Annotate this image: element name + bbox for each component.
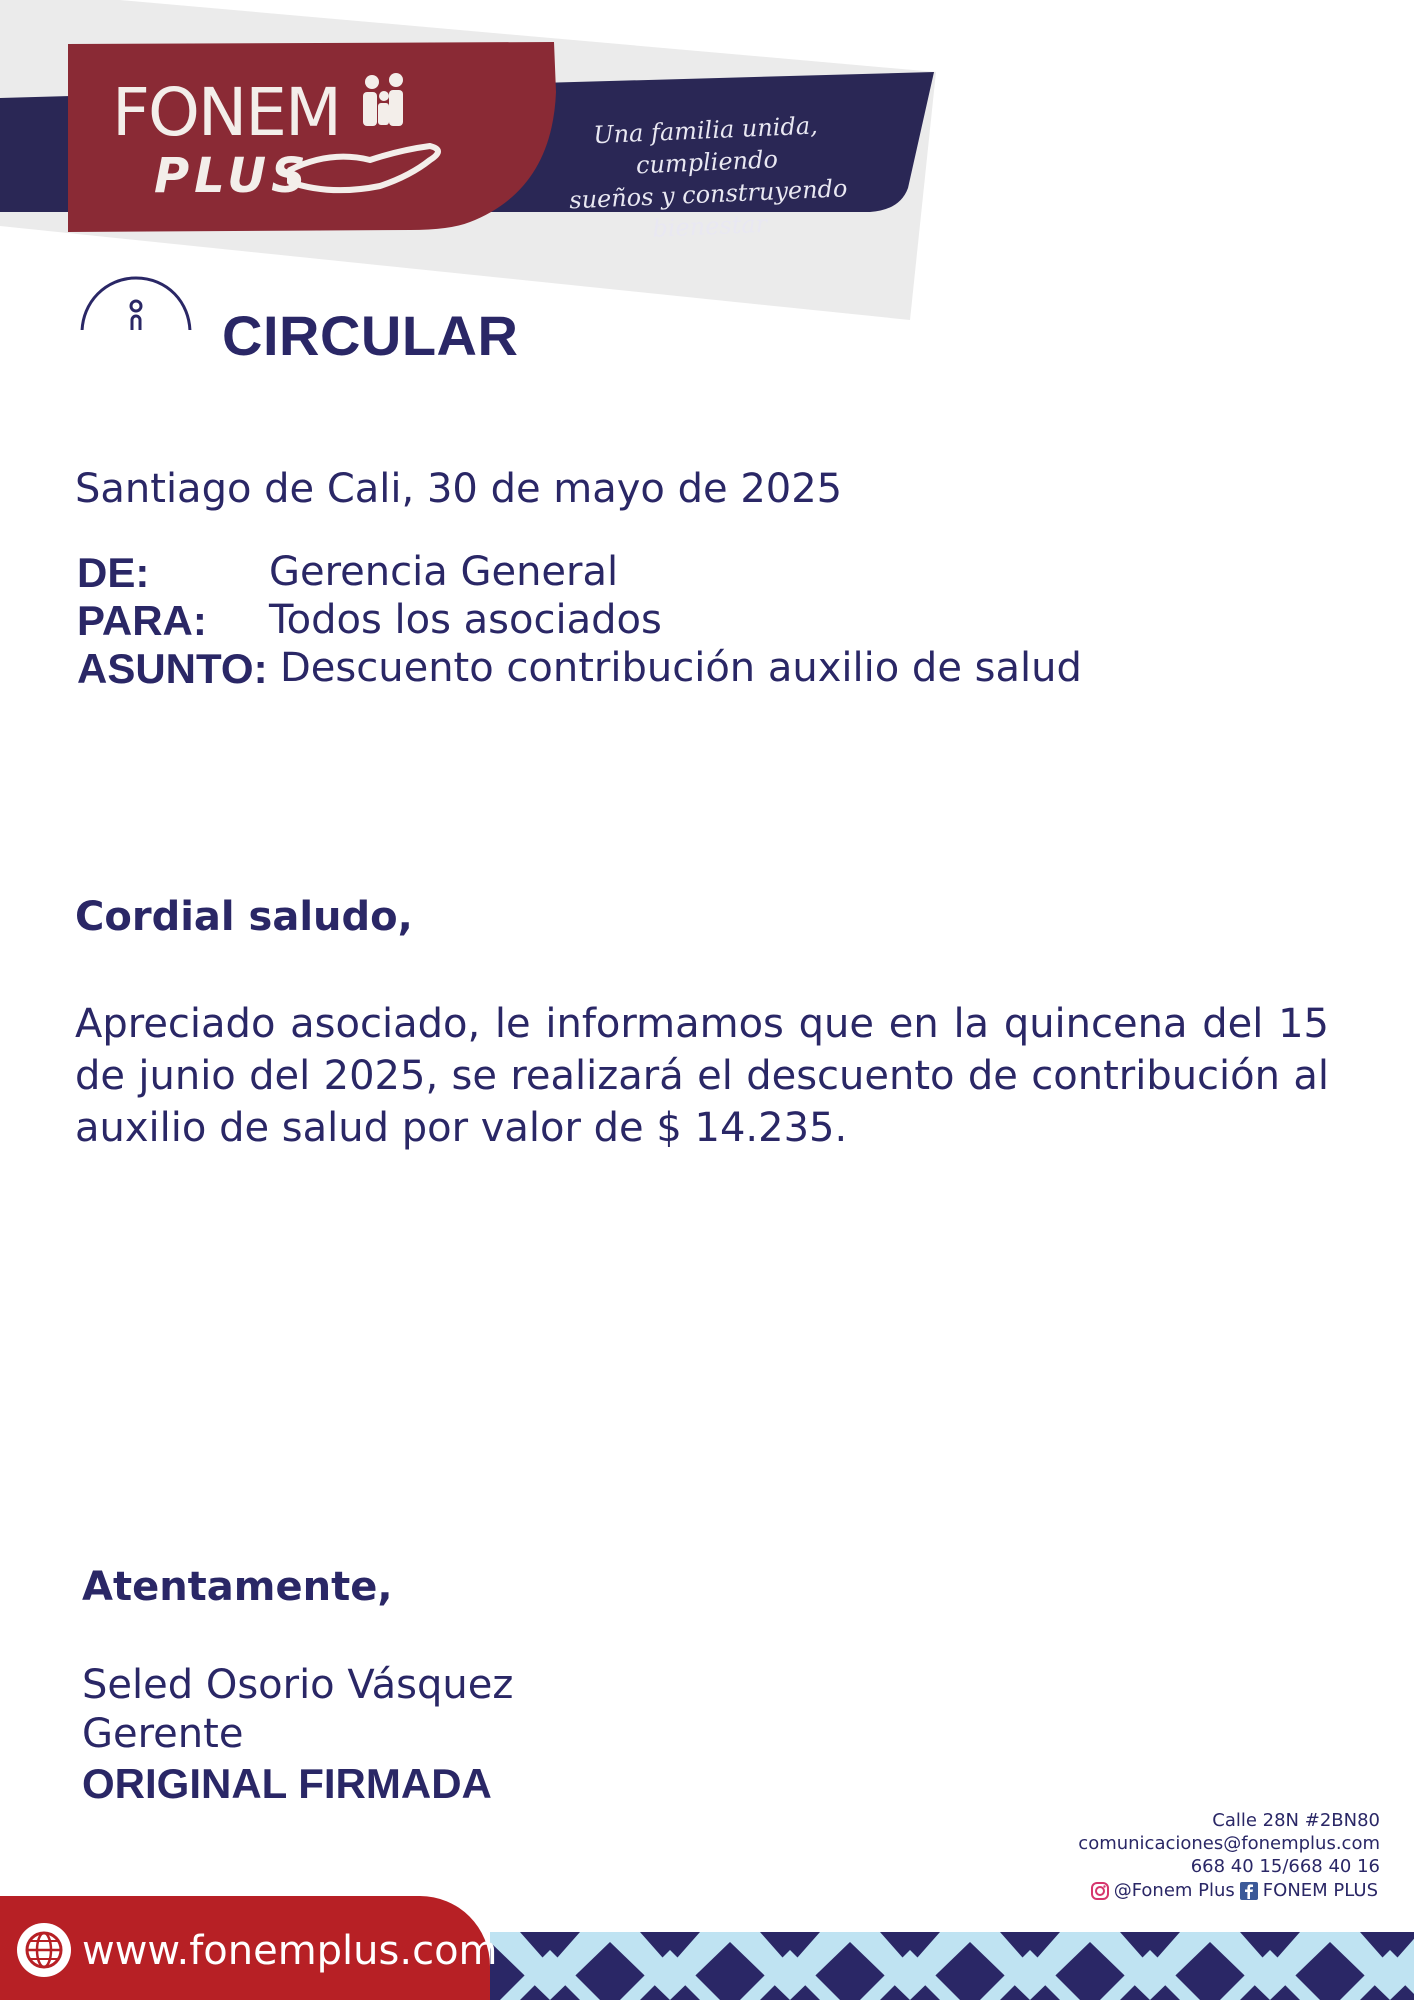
from-label: DE:	[77, 549, 150, 596]
from-value: Gerencia General	[269, 549, 619, 595]
footer-social-row	[1090, 1880, 1378, 1901]
signature-note: ORIGINAL FIRMADA	[82, 1760, 492, 1807]
footer-address: Calle 28N #2BN80	[1212, 1810, 1380, 1831]
facebook-handle[interactable]: FONEM PLUS	[1262, 1880, 1378, 1901]
signer-name: Seled Osorio Vásquez	[82, 1662, 514, 1708]
to-label: PARA:	[77, 597, 207, 644]
signer-role: Gerente	[82, 1711, 244, 1757]
tagline-line-2: sueños y construyendo bienestar	[568, 174, 848, 243]
greeting: Cordial saludo,	[75, 894, 413, 940]
facebook-icon[interactable]	[1239, 1881, 1259, 1901]
footer-chevron-pattern	[490, 1932, 1414, 2000]
logo-plus-text: PLUS	[154, 148, 311, 204]
logo-wordmark: FONEM	[112, 74, 340, 151]
instagram-icon[interactable]	[1090, 1881, 1110, 1901]
footer-email[interactable]: comunicaciones@fonemplus.com	[1078, 1833, 1380, 1854]
info-speech-bubble-icon	[78, 278, 190, 330]
header-tagline	[530, 107, 885, 250]
body-paragraph: Apreciado asociado, le informamos que en la quincena del 15 de junio del 2025, se realizará el descuento de contribución al auxilio de salud por valor de $ 14.235.	[75, 1001, 1329, 1151]
place-date: Santiago de Cali, 30 de mayo de 2025	[75, 466, 843, 512]
tagline-line-1: Una familia unida, cumpliendo	[592, 111, 819, 180]
footer-phones: 668 40 15/668 40 16	[1190, 1856, 1380, 1877]
closing: Atentamente,	[82, 1564, 393, 1610]
document-type-title: CIRCULAR	[222, 304, 519, 367]
subject-label: ASUNTO:	[77, 645, 268, 692]
globe-icon	[16, 1922, 72, 1978]
subject-value: Descuento contribución auxilio de salud	[280, 645, 1082, 691]
to-value: Todos los asociados	[269, 597, 662, 643]
instagram-handle[interactable]: @Fonem Plus	[1113, 1880, 1235, 1901]
website-link[interactable]: www.fonemplus.com	[82, 1928, 498, 1974]
